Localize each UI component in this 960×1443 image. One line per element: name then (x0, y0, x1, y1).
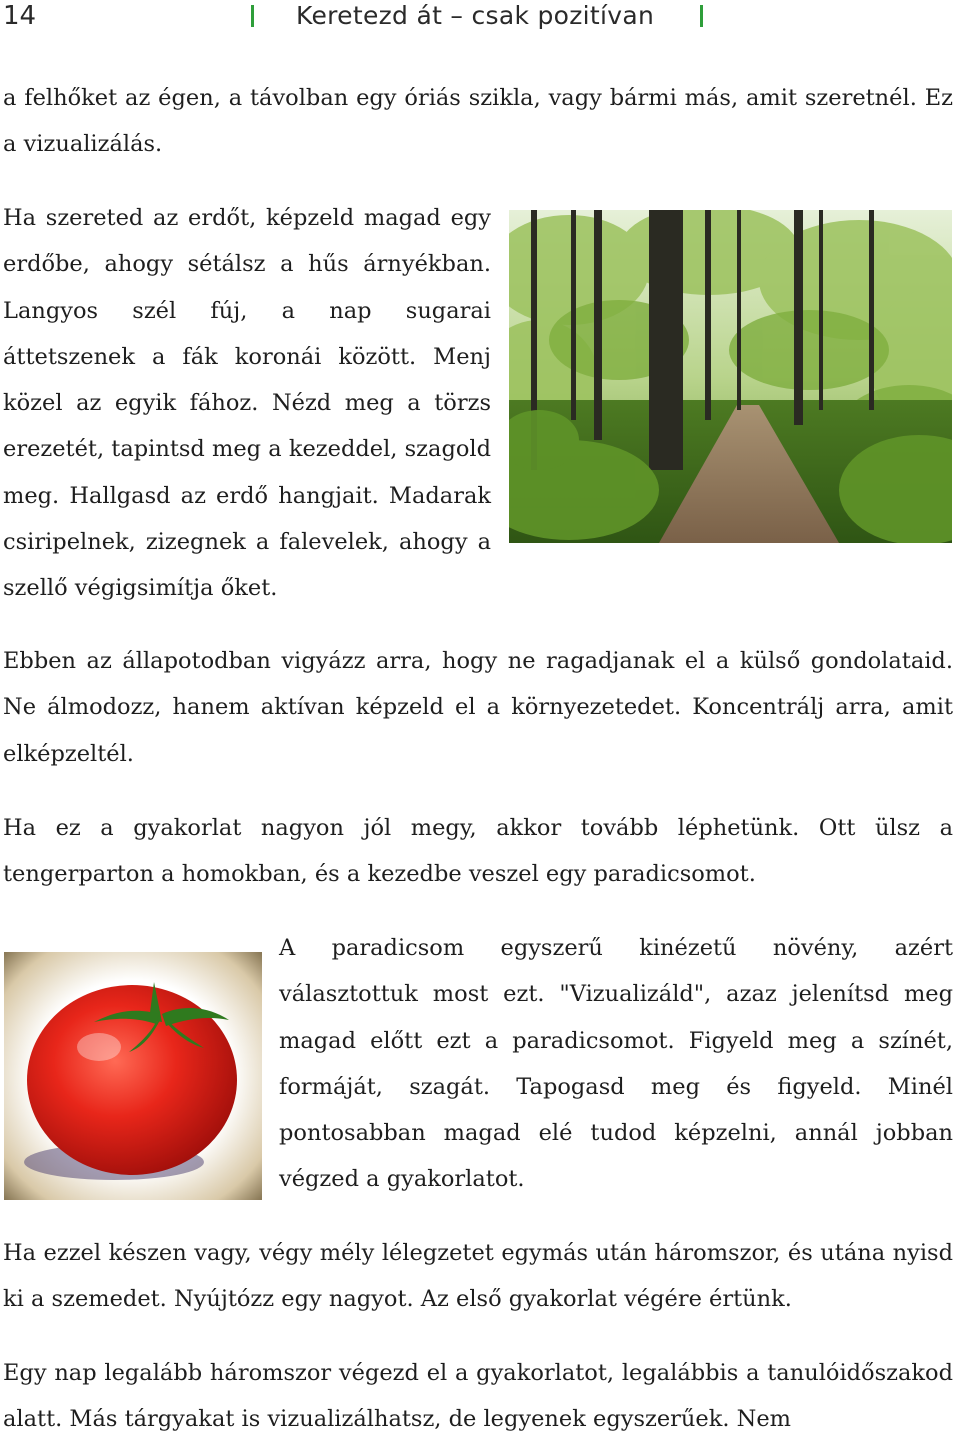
paragraph-tomato: A paradicsom egyszerű kinézetű növény, azért választottuk most ezt. "Vizualizáld", azaz jelenítsd meg magad előtt ezt a paradicsomot. Figyeld meg a színét, formáját, szagát. Tapogasd meg és figyeld. Minél pontosabban magad elé tudod képzelni, annál jobban végzed a gyakorlatot. (279, 935, 953, 1193)
running-title: Keretezd át – csak pozitívan (296, 1, 655, 30)
paragraph-forest: Ha szereted az erdőt, képzeld magad egy erdőbe, ahogy sétálsz a hűs árnyékban. Langyos szél fúj, a nap sugarai áttetszenek a fák koronái között. Menj közel az egyik fához. Nézd meg a törzs erezetét, tapintsd meg a kezeddel, szagold meg. Hallgasd az erdő hangjait. Madarak csiripelnek, zizegnek a falevelek, ahogy a szellő végigsimítja őket. (3, 205, 491, 602)
paragraph-breathe: Ha ezzel készen vagy, végy mély lélegzetet egymás után háromszor, és utána nyisd ki a szemedet. Nyújtózz egy nagyot. Az első gyakorlat végére értünk. (3, 1240, 953, 1313)
header-divider-left (251, 5, 254, 27)
page-number: 14 (3, 1, 37, 31)
paragraph-practice: Egy nap legalább háromszor végezd el a gyakorlatot, legalábbis a tanulóidőszakod alatt. Más tárgyakat is vizualizálhatsz, de legyenek egyszerűek. Nem (3, 1360, 953, 1433)
paragraph-beach: Ha ez a gyakorlat nagyon jól megy, akkor tovább léphetünk. Ott ülsz a tengerparton a homokban, és a kezedbe veszel egy paradicsomot. (3, 815, 953, 888)
paragraph-intro: a felhőket az égen, a távolban egy óriás szikla, vagy bármi más, amit szeretnél. Ez a vizualizálás. (3, 85, 953, 158)
paragraph-focus: Ebben az állapotodban vigyázz arra, hogy ne ragadjanak el a külső gondolataid. Ne álmodozz, hanem aktívan képzeld el a környezetedet. Koncentrálj arra, amit elképzeltél. (3, 648, 953, 767)
header-divider-right (700, 5, 703, 27)
tomato-photo (4, 952, 262, 1200)
forest-photo (509, 210, 952, 543)
